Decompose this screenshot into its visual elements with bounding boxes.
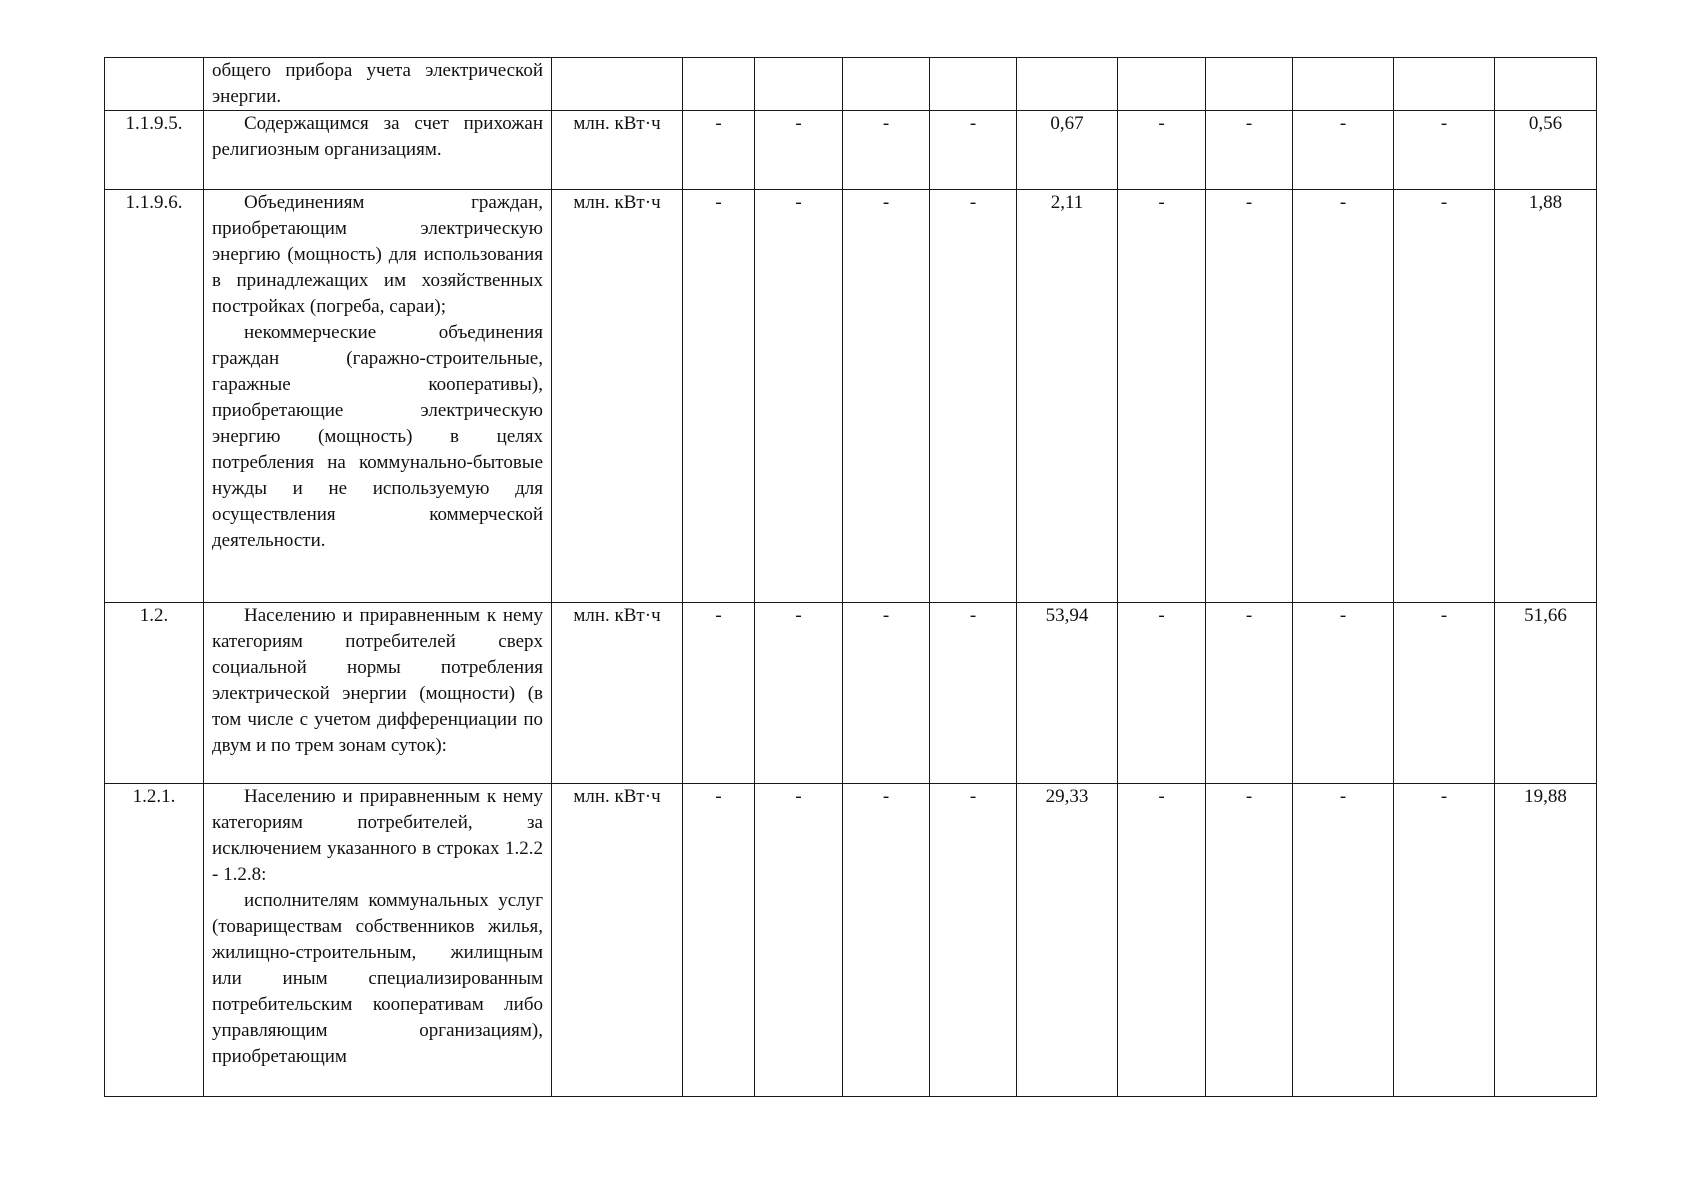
value-cell: 0,56	[1495, 111, 1597, 190]
value-cell	[1293, 58, 1394, 111]
value-cell: -	[843, 111, 930, 190]
value-cell: -	[843, 784, 930, 1097]
value-cell: -	[930, 784, 1017, 1097]
row-number	[105, 58, 204, 111]
value-cell: -	[1118, 190, 1206, 603]
value-cell: -	[1118, 784, 1206, 1097]
description-paragraph: Населению и приравненным к нему категориям потребителей, за исключением указанного в строках 1.2.2 - 1.2.8:	[212, 786, 543, 885]
unit-cell: млн. кВт·ч	[552, 603, 683, 784]
value-cell: 53,94	[1017, 603, 1118, 784]
value-cell: -	[755, 111, 843, 190]
value-cell: 29,33	[1017, 784, 1118, 1097]
value-cell: -	[1293, 190, 1394, 603]
value-cell	[755, 58, 843, 111]
table-row	[105, 784, 1597, 1097]
value-cell: 0,67	[1017, 111, 1118, 190]
value-cell: -	[1206, 111, 1293, 190]
row-description	[204, 111, 552, 190]
value-cell: -	[1394, 603, 1495, 784]
description-paragraph: исполнителям коммунальных услуг (товариществам собственников жилья, жилищно-строительным, жилищным или иным специализированным потребительским кооперативам либо управляющим организациям), приобретающим	[212, 890, 543, 1067]
table-row	[105, 58, 1597, 111]
description-paragraph: Содержащимся за счет прихожан религиозным организациям.	[212, 113, 543, 160]
value-cell	[1017, 58, 1118, 111]
value-cell: -	[755, 190, 843, 603]
tariff-table	[104, 57, 1597, 1097]
row-description	[204, 784, 552, 1097]
value-cell: -	[755, 784, 843, 1097]
value-cell: 1,88	[1495, 190, 1597, 603]
table-row	[105, 603, 1597, 784]
row-number: 1.1.9.6.	[105, 190, 204, 603]
document-page	[104, 57, 1597, 1097]
value-cell: -	[1293, 603, 1394, 784]
value-cell: -	[683, 111, 755, 190]
value-cell: -	[1206, 784, 1293, 1097]
value-cell: 2,11	[1017, 190, 1118, 603]
unit-cell: млн. кВт·ч	[552, 111, 683, 190]
row-description	[204, 190, 552, 603]
unit-cell	[552, 58, 683, 111]
value-cell: -	[930, 603, 1017, 784]
value-cell	[843, 58, 930, 111]
value-cell: -	[683, 603, 755, 784]
unit-cell: млн. кВт·ч	[552, 784, 683, 1097]
value-cell: -	[1394, 111, 1495, 190]
value-cell: -	[1206, 603, 1293, 784]
table-body	[105, 58, 1597, 1097]
row-number: 1.2.	[105, 603, 204, 784]
row-description	[204, 58, 552, 111]
description-paragraph: Объединениям граждан, приобретающим электрическую энергию (мощность) для использования в принадлежащих им хозяйственных постройках (погреба, сараи);	[212, 192, 543, 317]
value-cell: 19,88	[1495, 784, 1597, 1097]
description-paragraph: Населению и приравненным к нему категориям потребителей сверх социальной нормы потребления электрической энергии (мощности) (в том числе с учетом дифференциации по двум и по трем зонам суток):	[212, 605, 543, 756]
value-cell	[683, 58, 755, 111]
value-cell: -	[755, 603, 843, 784]
table-row	[105, 190, 1597, 603]
value-cell: -	[1118, 111, 1206, 190]
value-cell: -	[1118, 603, 1206, 784]
description-paragraph: некоммерческие объединения граждан (гаражно-строительные, гаражные кооперативы), приобретающие электрическую энергию (мощность) в целях потребления на коммунально-бытовые нужды и не используемую для осуществления коммерческой деятельности.	[212, 322, 543, 551]
value-cell: -	[1206, 190, 1293, 603]
value-cell	[1495, 58, 1597, 111]
value-cell: 51,66	[1495, 603, 1597, 784]
row-number: 1.1.9.5.	[105, 111, 204, 190]
value-cell	[1118, 58, 1206, 111]
value-cell: -	[683, 190, 755, 603]
row-number: 1.2.1.	[105, 784, 204, 1097]
value-cell: -	[930, 111, 1017, 190]
table-row	[105, 111, 1597, 190]
value-cell: -	[1293, 111, 1394, 190]
value-cell: -	[1394, 784, 1495, 1097]
value-cell: -	[1293, 784, 1394, 1097]
row-description	[204, 603, 552, 784]
value-cell	[930, 58, 1017, 111]
value-cell: -	[843, 603, 930, 784]
value-cell	[1394, 58, 1495, 111]
value-cell: -	[683, 784, 755, 1097]
value-cell: -	[843, 190, 930, 603]
value-cell: -	[930, 190, 1017, 603]
value-cell	[1206, 58, 1293, 111]
description-paragraph: общего прибора учета электрической энергии.	[212, 60, 543, 107]
unit-cell: млн. кВт·ч	[552, 190, 683, 603]
value-cell: -	[1394, 190, 1495, 603]
